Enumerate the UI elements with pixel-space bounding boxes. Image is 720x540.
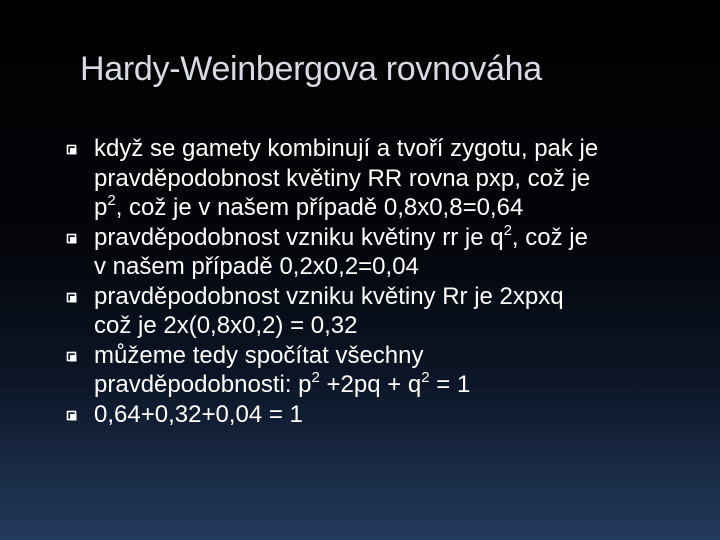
bullet-line: když se gamety kombinují a tvoří zygotu, pak je	[94, 135, 599, 162]
bullet-line: pravděpodobnost květiny RR rovna pxp, což je	[94, 164, 591, 192]
bullet-item	[94, 282, 704, 341]
slide-title: Hardy-Weinbergova rovnováha	[80, 50, 542, 88]
bullet-item	[94, 134, 704, 223]
math-base: p	[94, 194, 108, 221]
superscript: 2	[107, 192, 116, 209]
square-bullet-icon	[66, 134, 82, 164]
superscript: 2	[503, 221, 512, 239]
line-text: pravděpodobnost vzniku květiny rr je q	[94, 223, 504, 251]
bullet-line	[94, 193, 704, 223]
line-text: , což je v našem případě 0,8x0,8=0,64	[115, 194, 524, 221]
square-bullet-icon	[66, 223, 82, 253]
bullet-line	[94, 223, 704, 253]
bullet-line: 0,64+0,32+0,04 = 1	[94, 400, 303, 428]
superscript: 2	[311, 369, 320, 386]
bullet-item	[94, 341, 704, 400]
bullet-line: v našem případě 0,2x0,2=0,04	[94, 253, 419, 280]
square-bullet-icon	[66, 341, 82, 371]
bullet-list	[94, 134, 704, 429]
bullet-item	[94, 400, 704, 430]
bullet-item	[94, 223, 704, 282]
line-text: +2pq + q	[319, 371, 422, 398]
bullet-line: což je 2x(0,8x0,2) = 0,32	[94, 312, 358, 339]
square-bullet-icon	[66, 282, 82, 312]
line-text: = 1	[429, 371, 471, 398]
superscript: 2	[421, 369, 430, 386]
bullet-line	[94, 370, 704, 400]
line-text: pravděpodobnosti: p	[94, 371, 312, 398]
bullet-line: můžeme tedy spočítat všechny	[94, 341, 424, 369]
line-text: , což je	[511, 223, 588, 251]
bullet-line: pravděpodobnost vzniku květiny Rr je 2xpxq	[94, 282, 564, 310]
square-bullet-icon	[66, 400, 82, 430]
